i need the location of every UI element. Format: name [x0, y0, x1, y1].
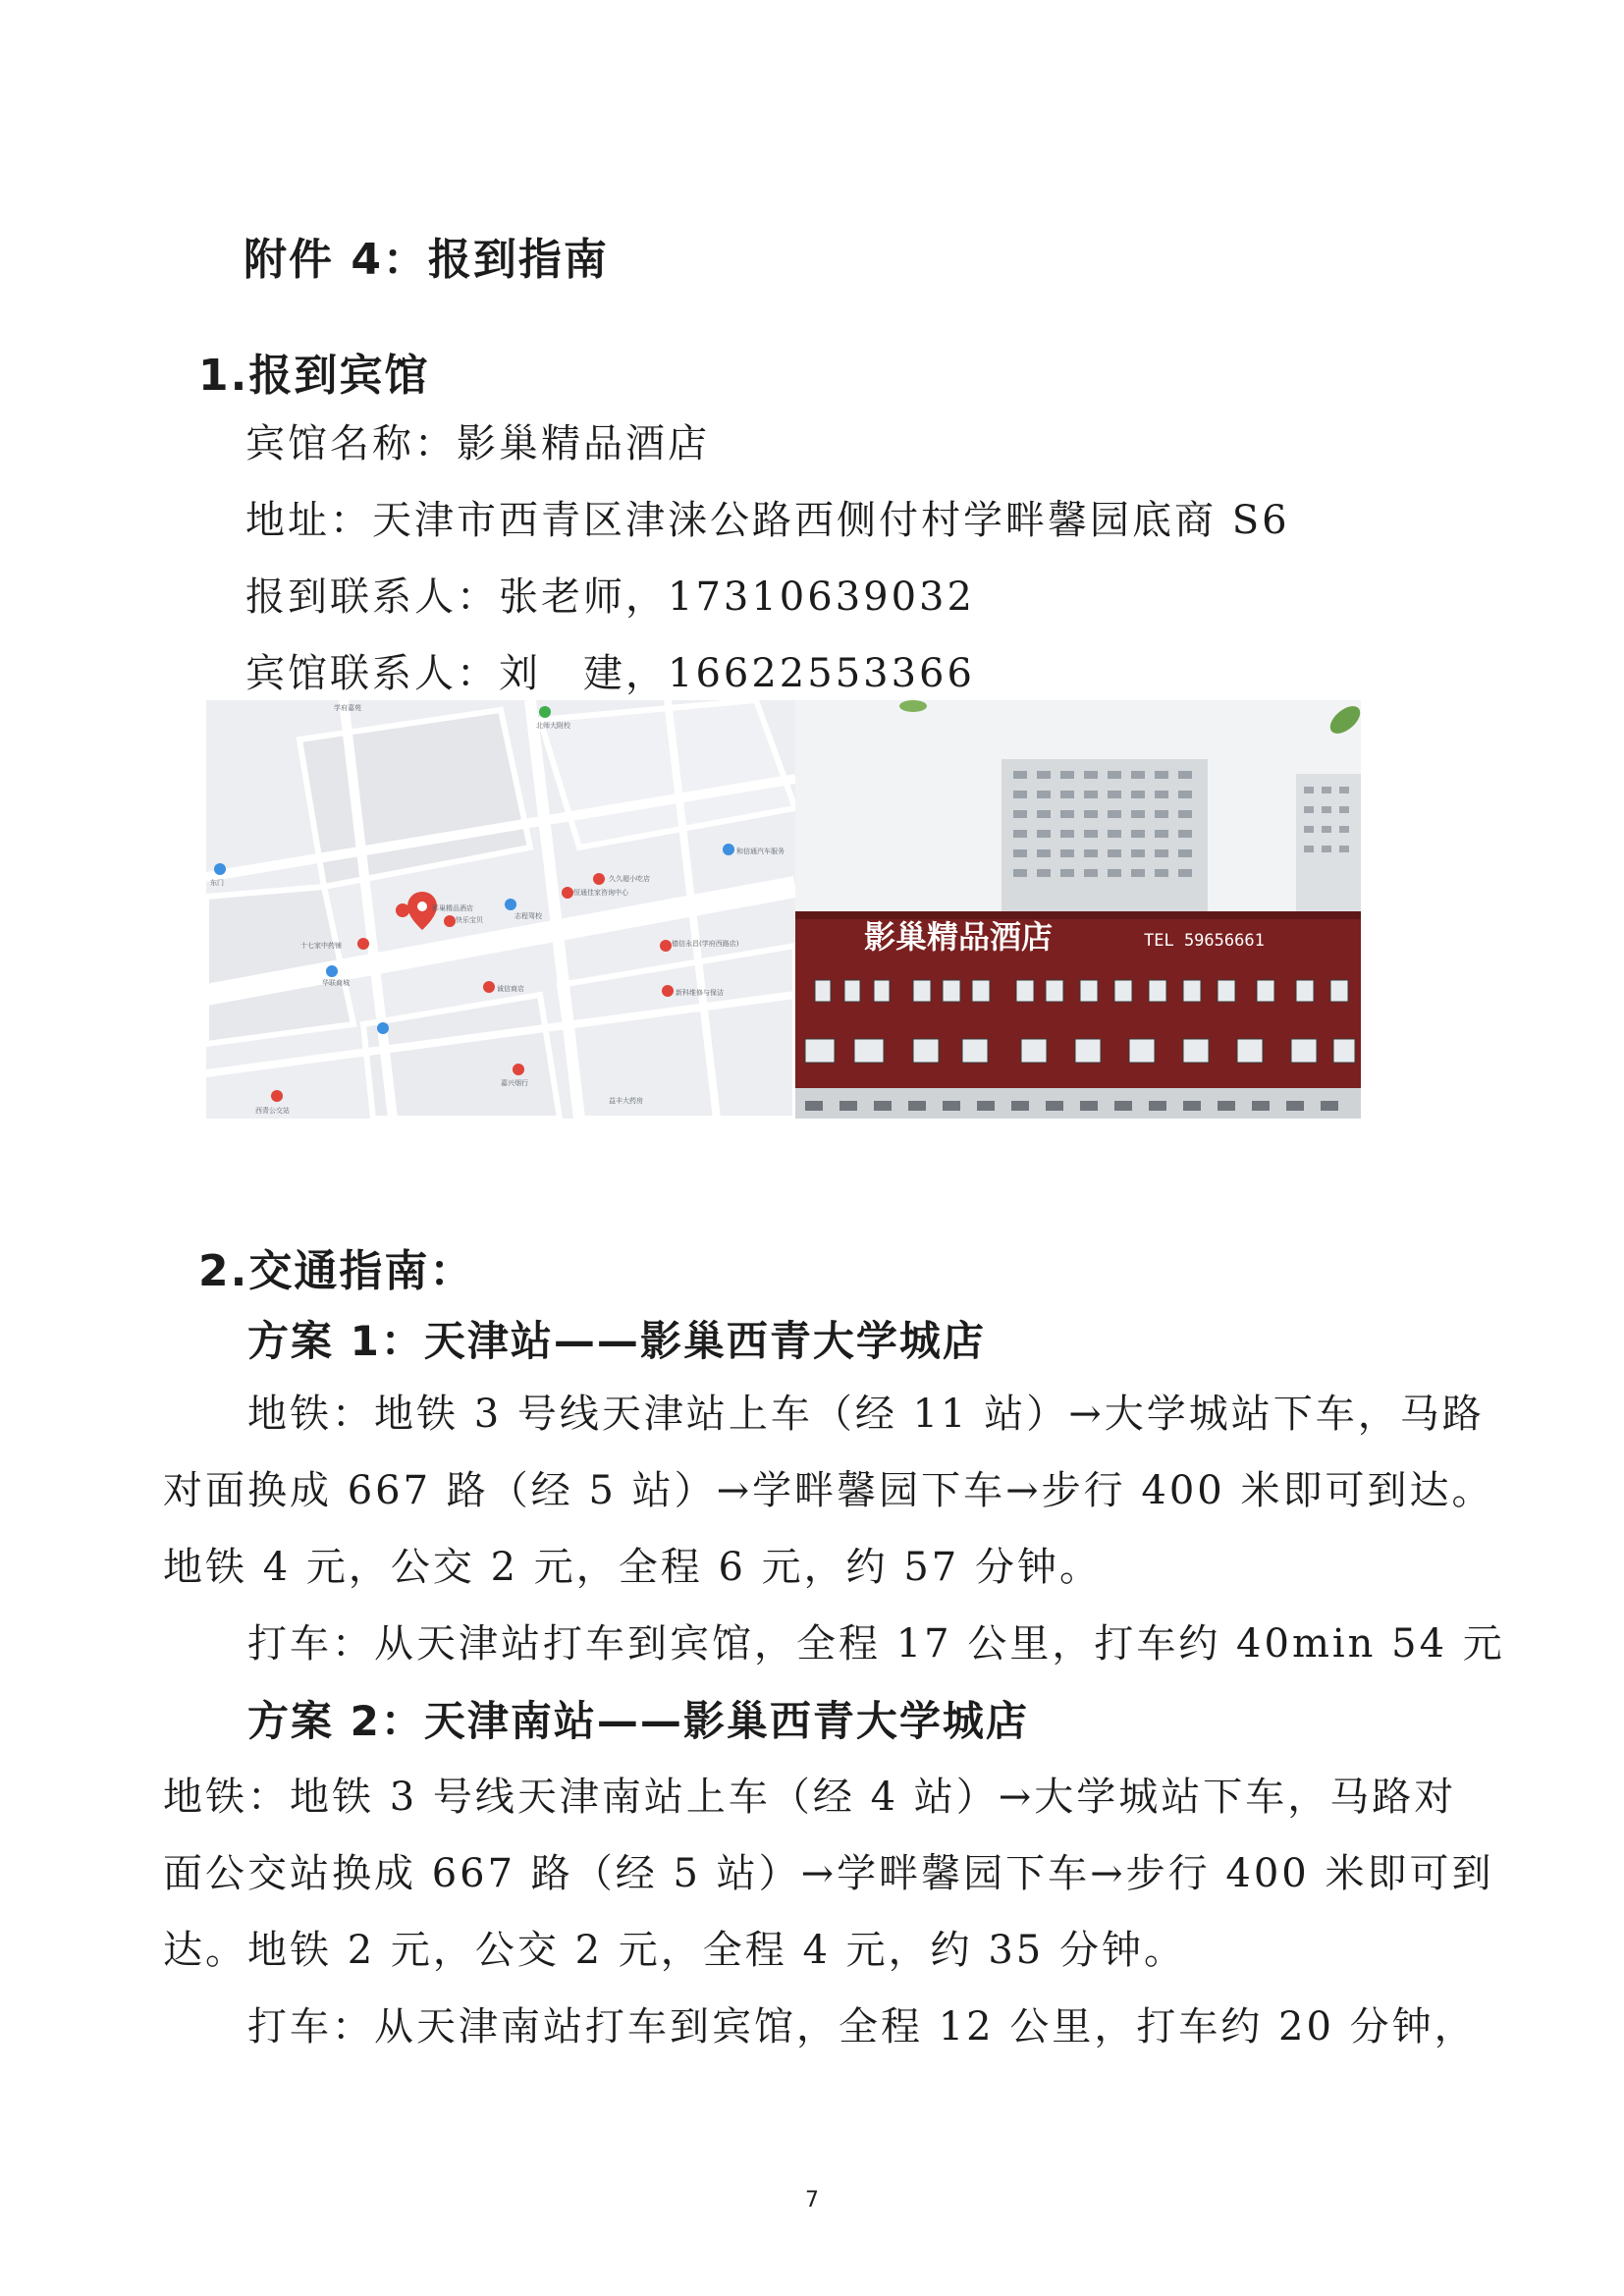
poi-marker	[326, 965, 338, 977]
poi-marker	[357, 938, 369, 950]
plan1-title: 方案 1：天津站——影巢西青大学城店	[247, 1317, 986, 1365]
poi-marker	[505, 899, 516, 910]
poi-marker	[513, 1064, 524, 1075]
map-label: 东门	[210, 879, 224, 887]
hotel-address: 地址：天津市西青区津涞公路西侧付村学畔馨园底商 S6	[245, 498, 1290, 543]
map-label: 影巢精品酒店	[432, 904, 473, 912]
map-label: 快乐宝贝	[456, 916, 483, 924]
map-label: 华联商城	[322, 979, 350, 987]
poi-marker	[377, 1022, 389, 1034]
map-label: 志程驾校	[514, 912, 542, 920]
poi-marker	[271, 1090, 283, 1102]
poi-marker	[483, 981, 495, 993]
plan2-taxi: 打车：从天津南站打车到宾馆，全程 12 公里，打车约 20 分钟，	[247, 2004, 1477, 2050]
section-title-transport: 2.交通指南：	[198, 1246, 475, 1296]
poi-marker	[562, 887, 573, 899]
map-label: 恒通佳家咨询中心	[573, 889, 628, 897]
plan2-title: 方案 2：天津南站——影巢西青大学城店	[247, 1697, 1029, 1745]
poi-marker	[662, 985, 674, 997]
map-label: 十七家中药铺	[300, 942, 342, 950]
map-label: 北师大附校	[536, 722, 570, 730]
section-title-hotel: 1.报到宾馆	[198, 351, 430, 401]
plan2-line: 面公交站换成 667 路（经 5 站）→学畔馨园下车→步行 400 米即可到	[163, 1851, 1494, 1896]
location-map	[206, 700, 795, 1119]
map-label: 西青公交站	[255, 1107, 290, 1115]
hotel-photo	[795, 700, 1361, 1119]
map-label: 和信通汽车服务	[736, 847, 785, 855]
poi-marker	[396, 903, 409, 917]
page-title: 附件 4：报到指南	[244, 235, 609, 285]
poi-marker	[723, 844, 734, 855]
plan1-line: 地铁：地铁 3 号线天津站上车（经 11 站）→大学城站下车，马路	[247, 1392, 1485, 1437]
registration-contact: 报到联系人：张老师，17310639032	[245, 574, 975, 620]
plan1-line: 地铁 4 元，公交 2 元，全程 6 元，约 57 分钟。	[163, 1545, 1102, 1590]
poi-marker	[593, 873, 605, 885]
plan2-line: 达。地铁 2 元，公交 2 元，全程 4 元，约 35 分钟。	[163, 1928, 1186, 1973]
plan2-line: 地铁：地铁 3 号线天津南站上车（经 4 站）→大学城站下车，马路对	[163, 1775, 1457, 1820]
map-label: 诚信商店	[497, 985, 524, 993]
hotel-sign-text: 影巢精品酒店	[864, 918, 1054, 956]
map-label: 德信永昌(学府西路店)	[672, 940, 739, 948]
poi-marker	[214, 863, 226, 875]
map-label: 学府嘉苑	[334, 704, 361, 712]
map-label: 嘉兴烟行	[501, 1079, 528, 1087]
poi-marker	[444, 915, 456, 927]
plan1-line: 对面换成 667 路（经 5 站）→学畔馨园下车→步行 400 米即可到达。	[163, 1468, 1494, 1513]
page-number: 7	[805, 2188, 819, 2213]
map-label: 益丰大药房	[609, 1097, 643, 1105]
map-label: 新科维修与保洁	[676, 989, 724, 997]
hotel-contact: 宾馆联系人：刘 建，16622553366	[245, 651, 975, 696]
map-label: 久久超小吃店	[609, 875, 650, 883]
hotel-sign-tel: TEL 59656661	[1144, 931, 1265, 951]
poi-marker	[539, 706, 551, 718]
hotel-name: 宾馆名称：影巢精品酒店	[245, 421, 710, 466]
plan1-taxi: 打车：从天津站打车到宾馆，全程 17 公里，打车约 40min 54 元	[247, 1621, 1505, 1667]
poi-marker	[660, 940, 672, 952]
